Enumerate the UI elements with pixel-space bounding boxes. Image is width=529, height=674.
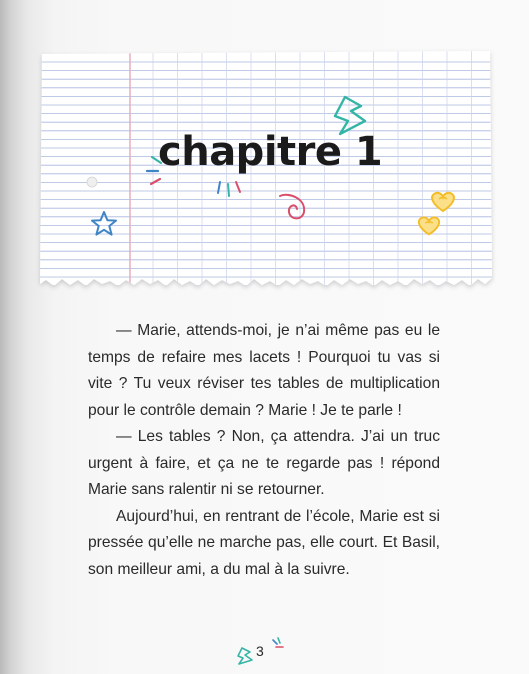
punch-hole [87, 177, 97, 187]
heart-icon [415, 214, 443, 238]
chapter-body [88, 318, 440, 583]
lightning-bolt-icon [236, 646, 254, 666]
sparkle-icon [270, 636, 286, 654]
paragraph: — Marie, attends-moi, je n’ai même pas eu le temps de refaire mes lacets ! Pourquoi tu vas si vite ? Tu veux réviser tes tables de multiplication pour le contrôle demain ? Marie ! Je te parle ! [88, 322, 440, 419]
sparkle-icon [214, 178, 244, 200]
drop-icon [276, 190, 310, 224]
heart-icon [428, 190, 458, 214]
paragraph: Aujourd’hui, en rentrant de l’école, Marie est si pressée qu’elle ne marche pas, elle court. Et Basil, son meilleur ami, a du mal à la suivre. [88, 507, 440, 578]
page-number: 3 [256, 643, 264, 659]
star-icon [90, 210, 118, 238]
chapter-title: chapitre 1 [158, 129, 383, 175]
paragraph: — Les tables ? Non, ça attendra. J’ai un truc urgent à faire, et ça ne te regarde pas ! répond Marie sans ralentir ni se retourner. [88, 428, 440, 498]
